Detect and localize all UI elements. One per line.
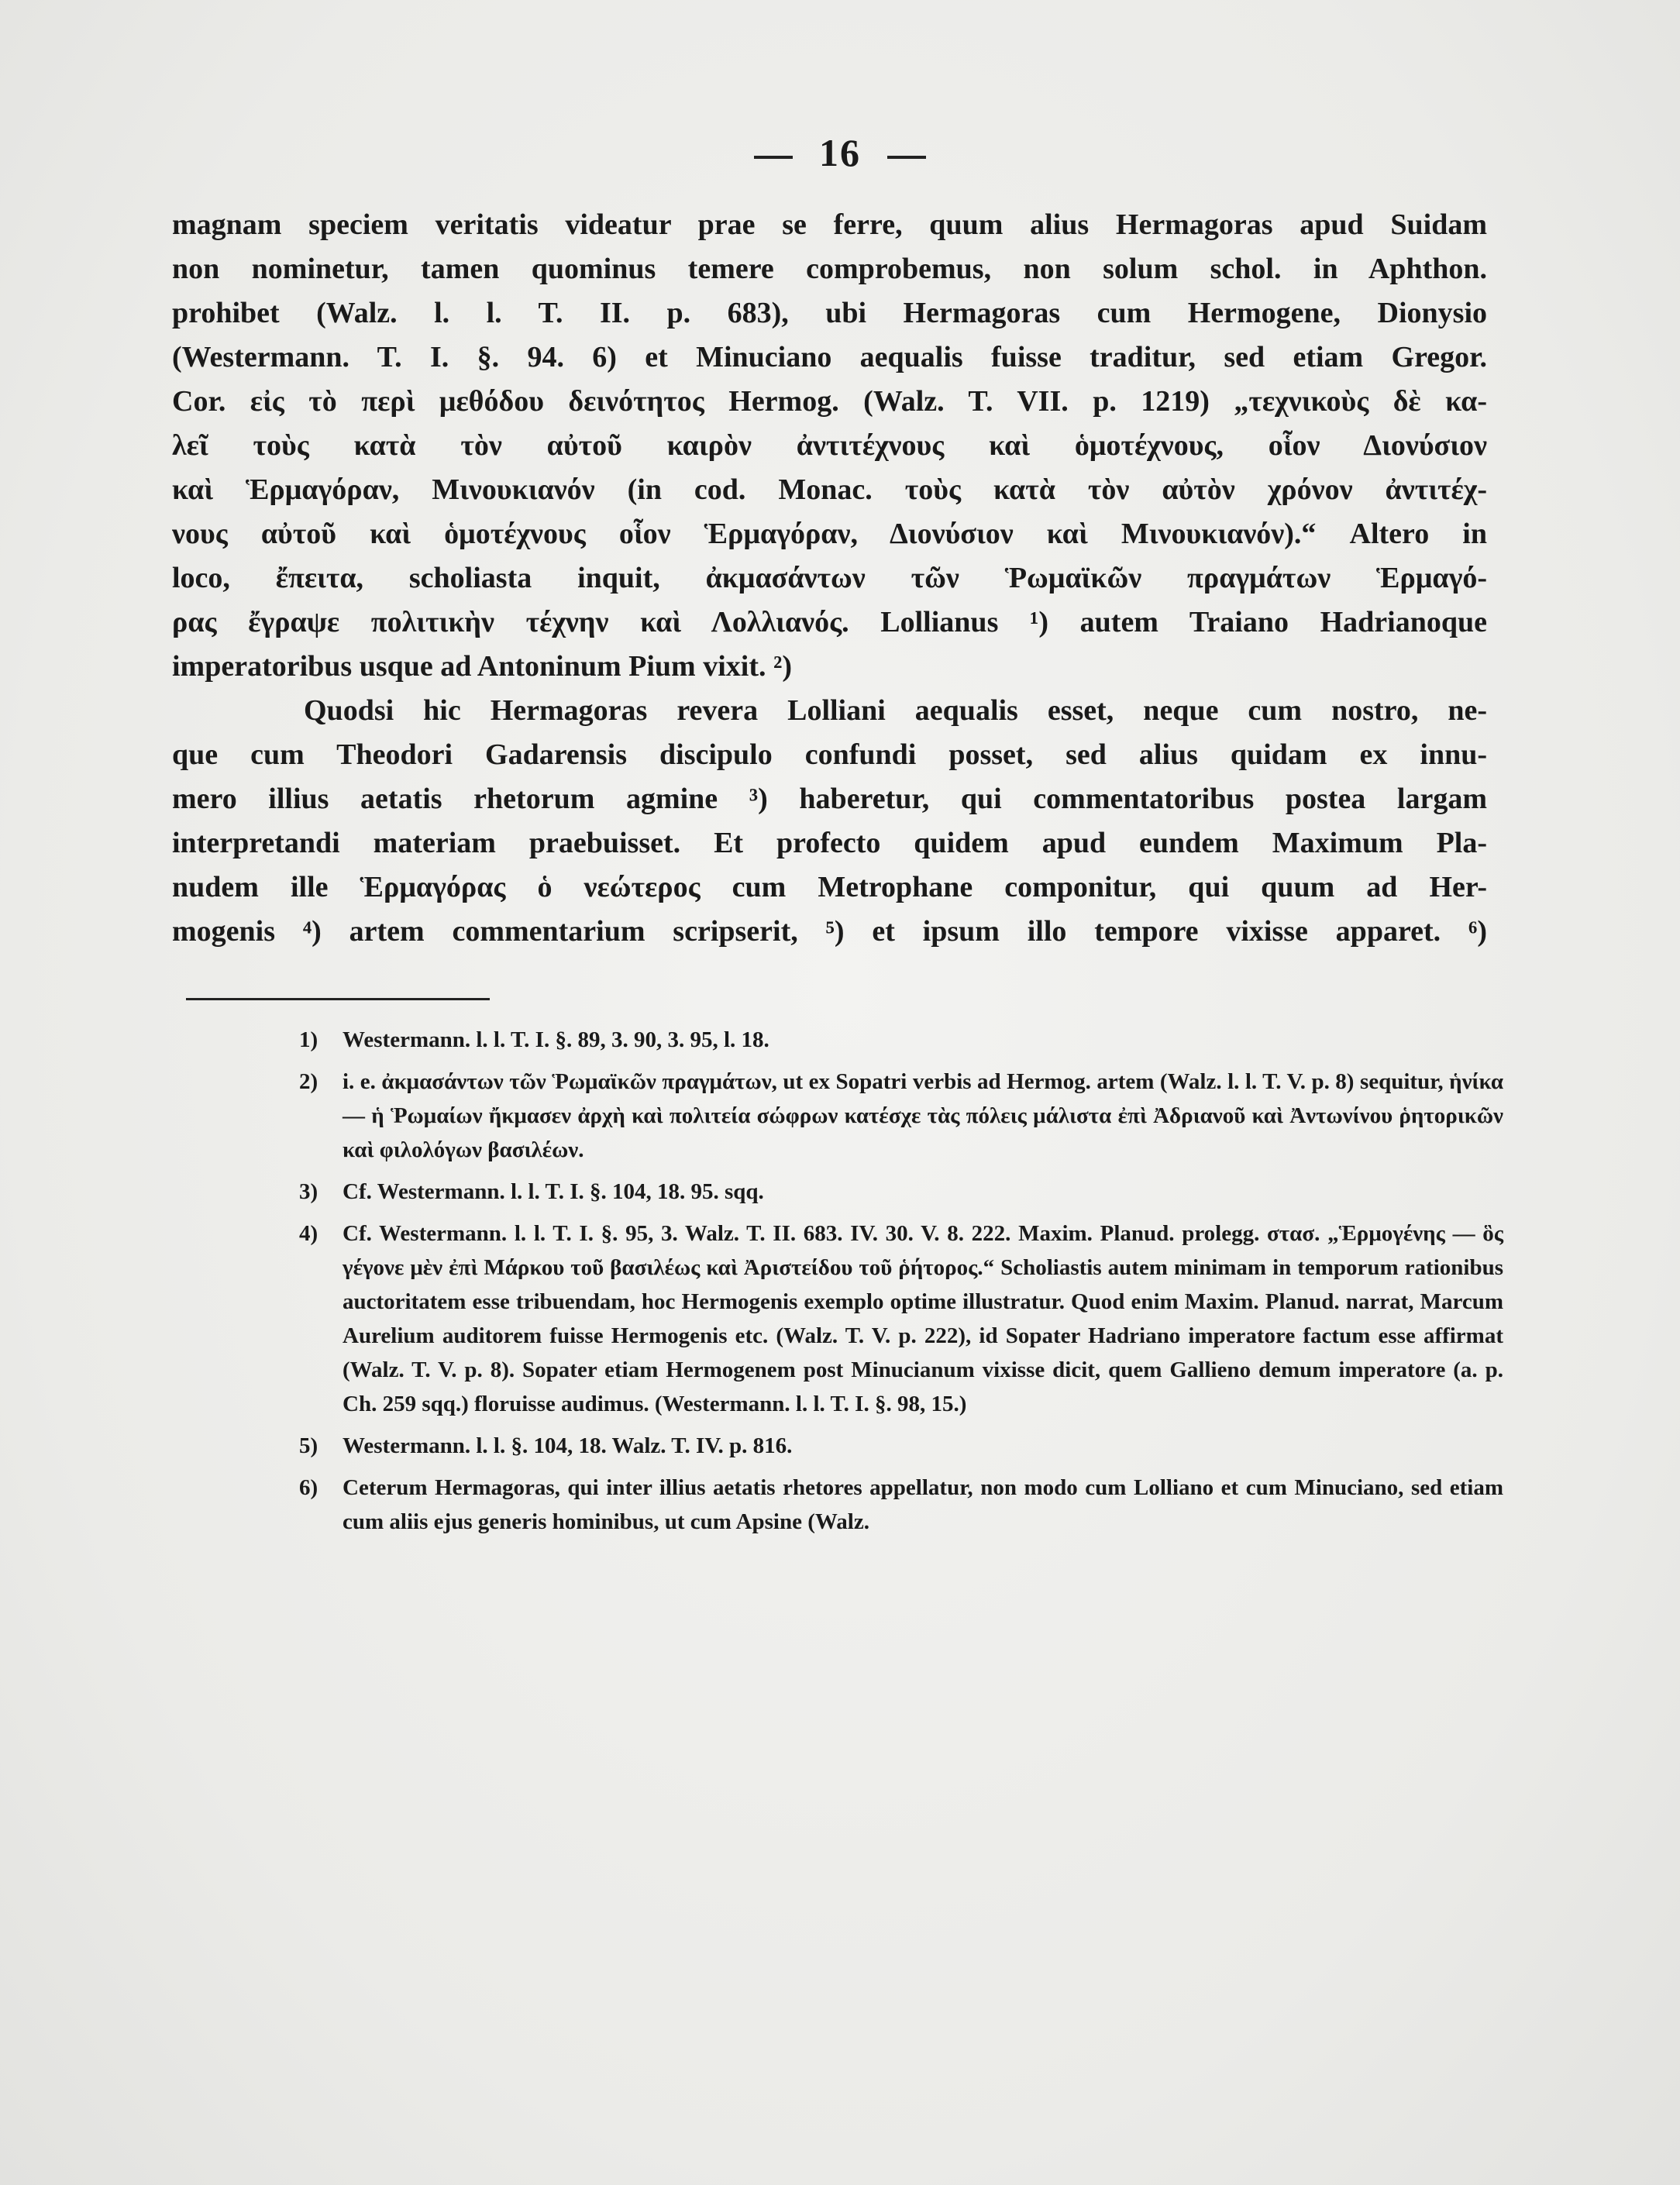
footnote-text: i. e. ἀκμασάντων τῶν Ῥωμαϊκῶν πραγμάτων, ut ex Sopatri verbis ad Hermog. artem (Walz. l. l. T. V. p. 8) sequitur, ἡνίκα — ἡ Ῥωμαίων ἤκμασεν ἀρχὴ καὶ πολιτεία σώφρων κατέσχε τὰς πόλεις μάλιστα ἐπὶ Ἀδριανοῦ καὶ Ἀντωνίνου ῥητορικῶν καὶ φιλολόγων βασιλέων. bbox=[343, 1069, 1503, 1162]
footnote-3 bbox=[299, 1175, 1503, 1209]
text-line: loco, ἔπειτα, scholiasta inquit, ἀκμασάντων τῶν Ῥωμαϊκῶν πραγμάτων Ἑρμαγό- bbox=[172, 562, 1487, 594]
footnote-separator bbox=[186, 998, 490, 1000]
text-line: nudem ille Ἑρμαγόρας ὁ νεώτερος cum Metrophane componitur, qui quum ad Her- bbox=[172, 871, 1487, 903]
footnote-text: Cf. Westermann. l. l. T. I. §. 104, 18. 95. sqq. bbox=[343, 1179, 764, 1204]
text-line: imperatoribus usque ad Antoninum Pium vixit. ²) bbox=[172, 650, 793, 683]
footnote-text: Westermann. l. l. §. 104, 18. Walz. T. IV. p. 816. bbox=[343, 1433, 793, 1458]
text-line: Cor. εἰς τὸ περὶ μεθόδου δεινότητος Hermog. (Walz. T. VII. p. 1219) „τεχνικοὺς δὲ κα- bbox=[172, 385, 1487, 418]
paragraph-2 bbox=[172, 689, 1487, 954]
text-line: prohibet (Walz. l. l. T. II. p. 683), ubi Hermagoras cum Hermogene, Dionysio bbox=[172, 297, 1487, 329]
page-number bbox=[0, 130, 1680, 175]
text-line: non nominetur, tamen quominus temere comprobemus, non solum schol. in Aphthon. bbox=[172, 253, 1487, 285]
text-line: λεῖ τοὺς κατὰ τὸν αὐτοῦ καιρὸν ἀντιτέχνους καὶ ὁμοτέχνους, οἷον Διονύσιον bbox=[172, 429, 1487, 462]
right-dash bbox=[887, 156, 926, 159]
paragraph-1 bbox=[172, 203, 1487, 689]
footnote-number: 4) bbox=[299, 1221, 318, 1246]
text-line: (Westermann. T. I. §. 94. 6) et Minuciano aequalis fuisse traditur, sed etiam Gregor. bbox=[172, 341, 1487, 373]
text-line: que cum Theodori Gadarensis discipulo confundi posset, sed alius quidam ex innu- bbox=[172, 738, 1487, 771]
footnote-text: Ceterum Hermagoras, qui inter illius aetatis rhetores appellatur, non modo cum Lolliano et cum Minuciano, sed etiam cum aliis ejus generis hominibus, ut cum Apsine (Walz. bbox=[343, 1475, 1503, 1534]
footnote-2 bbox=[299, 1065, 1503, 1167]
footnote-number: 1) bbox=[299, 1027, 318, 1052]
text-line: magnam speciem veritatis videatur prae se ferre, quum alius Hermagoras apud Suidam bbox=[172, 208, 1487, 241]
footnote-number: 2) bbox=[299, 1069, 318, 1094]
main-text bbox=[172, 203, 1487, 954]
footnote-text: Cf. Westermann. l. l. T. I. §. 95, 3. Walz. T. II. 683. IV. 30. V. 8. 222. Maxim. Planud. prolegg. στασ. „Ἑρμογένης — ὃς γέγονε μὲν ἐπὶ Μάρκου τοῦ βασιλέως καὶ Ἀριστείδου τοῦ ῥήτορος.“ Scholiastis autem minimam in temporum rationibus auctoritatem esse tribuendam, hoc Hermogenis exemplo optime illustratur. Quod enim Maxim. Planud. narrat, Marcum Aurelium auditorem fuisse Hermogenis etc. (Walz. T. V. p. 222), id Sopater Hadriano imperatore factum esse affirmat (Walz. T. V. p. 8). Sopater etiam Hermogenem post Minucianum vixisse dicit, quem Gallieno demum imperatore (a. p. Ch. 259 sqq.) floruisse audimus. (Westermann. l. l. T. I. §. 98, 15.) bbox=[343, 1221, 1503, 1416]
text-line: Quodsi hic Hermagoras revera Lolliani aequalis esset, neque cum nostro, ne- bbox=[304, 694, 1487, 727]
footnotes bbox=[299, 1023, 1503, 1547]
text-line: mero illius aetatis rhetorum agmine ³) haberetur, qui commentatoribus postea largam bbox=[172, 783, 1487, 815]
footnote-6 bbox=[299, 1471, 1503, 1539]
text-line: ρας ἔγραψε πολιτικὴν τέχνην καὶ Λολλιανός. Lollianus ¹) autem Traiano Hadrianoque bbox=[172, 606, 1487, 638]
footnote-number: 5) bbox=[299, 1433, 318, 1458]
footnote-number: 6) bbox=[299, 1475, 318, 1500]
text-line: νους αὐτοῦ καὶ ὁμοτέχνους οἷον Ἑρμαγόραν, Διονύσιον καὶ Μινουκιανόν).“ Altero in bbox=[172, 518, 1487, 550]
text-line: καὶ Ἑρμαγόραν, Μινουκιανόν (in cod. Monac. τοὺς κατὰ τὸν αὐτὸν χρόνον ἀντιτέχ- bbox=[172, 473, 1487, 506]
text-line: interpretandi materiam praebuisset. Et profecto quidem apud eundem Maximum Pla- bbox=[172, 827, 1487, 859]
footnote-number: 3) bbox=[299, 1179, 318, 1204]
footnote-text: Westermann. l. l. T. I. §. 89, 3. 90, 3. 95, l. 18. bbox=[343, 1027, 769, 1052]
footnote-4 bbox=[299, 1216, 1503, 1421]
text-line: mogenis ⁴) artem commentarium scripserit, ⁵) et ipsum illo tempore vixisse apparet. ⁶) bbox=[172, 915, 1487, 948]
footnote-1 bbox=[299, 1023, 1503, 1057]
left-dash bbox=[754, 156, 793, 159]
page-number-text: 16 bbox=[819, 131, 861, 174]
footnote-5 bbox=[299, 1429, 1503, 1463]
